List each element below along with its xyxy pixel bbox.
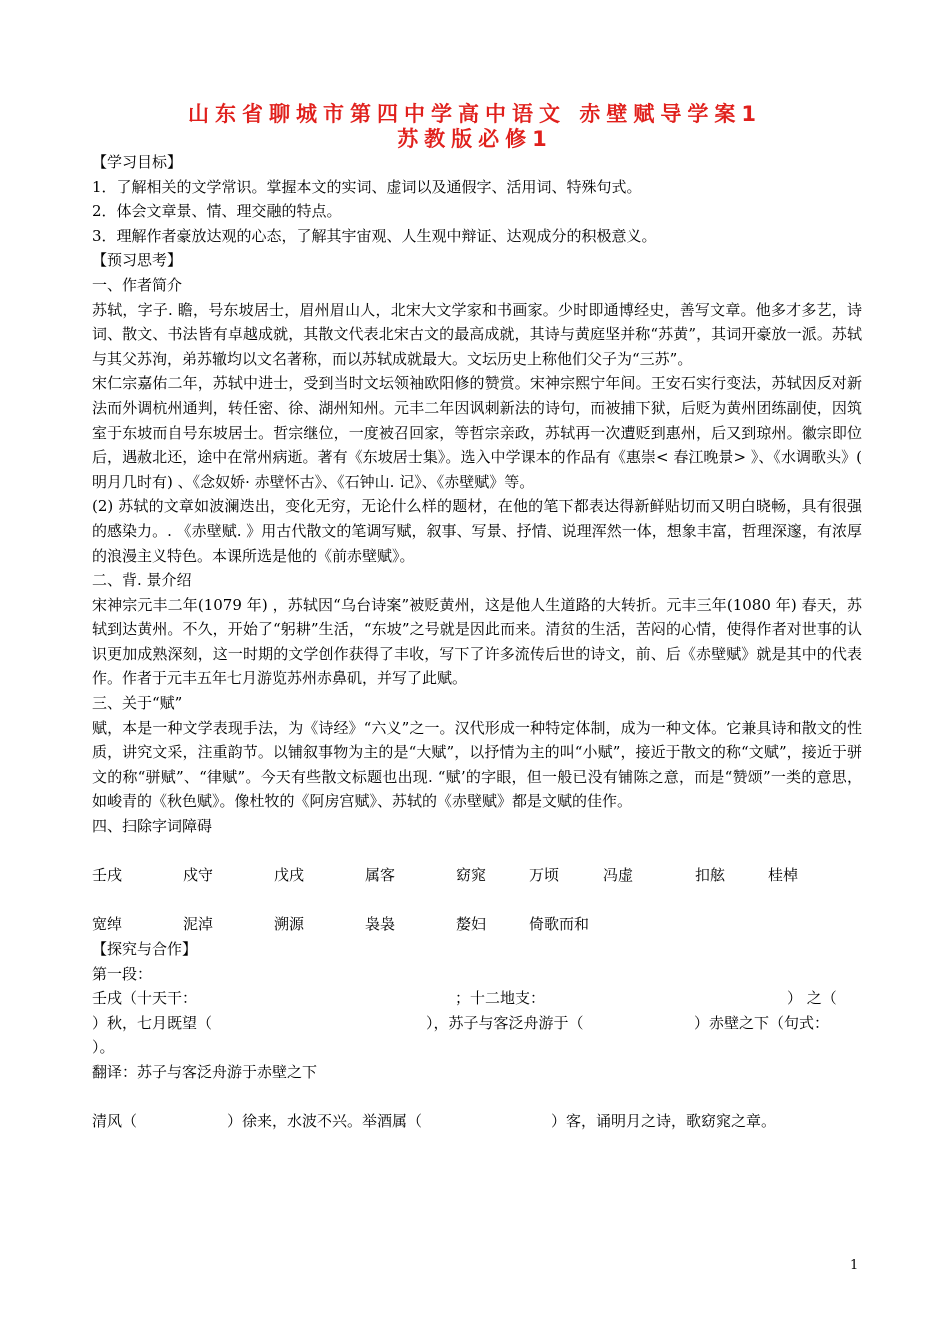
paragraph-label: 第一段： <box>92 964 153 983</box>
word-item: 泥淖 <box>183 915 214 934</box>
word-item: 宽绰 <box>92 915 123 934</box>
word-item: 壬戌 <box>92 866 123 885</box>
word-item: 属客 <box>365 866 396 885</box>
translation-line: 翻译：苏子与客泛舟游于赤壁之下 <box>92 1062 318 1081</box>
goal-item: 2．体会文章景、情、理交融的特点。 <box>92 202 342 221</box>
fill-text: ）徐来，水波不兴。举酒属（ <box>227 1112 423 1131</box>
subheading-words: 四、扫除字词障碍 <box>92 817 213 836</box>
fill-text: 壬戌（十天干： <box>92 989 198 1008</box>
document-body <box>92 150 862 1134</box>
word-item: 袅袅 <box>365 915 396 934</box>
fill-line-2 <box>92 1011 862 1036</box>
word-item: 万顷 <box>529 866 560 885</box>
fill-line-3: ）。 <box>92 1038 115 1057</box>
word-item: 戍守 <box>183 866 214 885</box>
subheading-author: 一、作者简介 <box>92 275 183 294</box>
fu-paragraph: 赋，本是一种文学表现手法，为《诗经》“六义”之一。汉代形成一种特定体制，成为一种文体。它兼具诗和散文的性质，讲究文采，注重韵节。以铺叙事物为主的是“大赋”，以抒情为主的叫“小赋”，接近于散文的称“文赋”，接近于骈文的称“骈赋”、“律赋”。今天有些散文标题也出现. “赋’的字眼，但一般已没有铺陈之意，而是“赞颂”一类的意思，如峻青的《秋色赋》。像杜牧的《阿房宫赋》、苏轼的《赤壁赋》都是文赋的佳作。 <box>92 718 862 811</box>
author-paragraph-2: 宋仁宗嘉佑二年，苏轼中进士，受到当时文坛领袖欧阳修的赞赏。宋神宗熙宁年间。王安石实行变法，苏轼因反对新法而外调杭州通判，转任密、徐、湖州知州。元丰二年因讽刺新法的诗句，而被捕下狱，后贬为黄州团练副使，因筑室于东坡而自号东坡居士。哲宗继位，一度被召回家，等哲宗亲政，苏轼再一次遭贬到惠州，后又到琼州。徽宗即位后，遇赦北还，途中在常州病逝。著有《东坡居士集》。选入中学课本的作品有《惠崇< 春江晚景> 》、《水调歌头》( 明月几时有) 、《念奴娇· 赤壁怀古》、《石钟山. 记》、《赤壁赋》等。 <box>92 374 862 491</box>
page-number: 1 <box>850 1258 859 1273</box>
document-title-line2: 苏教版必修1 <box>397 127 553 151</box>
subheading-background: 二、背. 景介绍 <box>92 571 192 590</box>
document-title-line1: 山东省聊城市第四中学高中语文 赤壁赋导学案1 <box>188 102 762 126</box>
word-item: 桂棹 <box>768 866 799 885</box>
fill-text: ）赤壁之下（句式： <box>694 1013 830 1032</box>
word-item: 冯虚 <box>603 866 634 885</box>
section-heading-explore: 【探究与合作】 <box>92 940 198 958</box>
section-heading-preview: 【预习思考】 <box>92 251 183 270</box>
word-item: 倚歌而和 <box>529 915 590 934</box>
word-row-1 <box>92 863 862 888</box>
word-item: 戊戌 <box>274 866 305 885</box>
background-paragraph: 宋神宗元丰二年(1079 年) ，苏轼因“乌台诗案”被贬黄州，这是他人生道路的大转折。元丰三年(1080 年) 春天，苏轼到达黄州。不久，开始了“躬耕”生活，“东坡”之号就是因此而来。清贫的生活，苦闷的心情，使得作者对世事的认识更加成熟深刻，这一时期的文学创作获得了丰收，写下了许多流传后世的诗文，前、后《赤壁赋》就是其中的代表作。作者于元丰五年七月游览苏州赤鼻矶，并写了此赋。 <box>92 595 862 688</box>
author-paragraph-3: (2) 苏轼的文章如波澜迭出，变化无穷，无论什么样的题材，在他的笔下都表达得新鲜贴切而又明白晓畅，具有很强的感染力。. 《赤壁赋. 》用古代散文的笔调写赋，叙事、写景、抒情、说理浑然一体，想象丰富，哲理深邃，有浓厚的浪漫主义特色。本课所选是他的《前赤壁赋》。 <box>92 497 862 565</box>
word-item: 扣舷 <box>695 866 726 885</box>
fill-text: ；十二地支： <box>455 989 546 1008</box>
fill-text: ），苏子与客泛舟游于（ <box>426 1013 584 1032</box>
section-heading-goals: 【学习目标】 <box>92 153 183 171</box>
fill-text: ）秋，七月既望（ <box>92 1013 213 1032</box>
goal-item: 1．了解相关的文学常识。掌握本文的实词、虚词以及通假字、活用词、特殊句式。 <box>92 177 642 196</box>
fill-line-1 <box>92 986 862 1011</box>
goal-item: 3．理解作者豪放达观的心态，了解其宇宙观、人生观中辩证、达观成分的积极意义。 <box>92 226 657 245</box>
word-item: 溯源 <box>274 915 305 934</box>
fill-text: 清风（ <box>92 1112 138 1131</box>
fill-text: ） 之（ <box>787 989 837 1008</box>
word-item: 嫠妇 <box>456 915 487 934</box>
fill-line-4 <box>92 1109 862 1134</box>
fill-text: ）客，诵明月之诗，歌窈窕之章。 <box>551 1112 777 1131</box>
subheading-fu: 三、关于“赋” <box>92 694 183 713</box>
word-row-2 <box>92 912 862 937</box>
author-paragraph-1: 苏轼，字子. 瞻，号东坡居士，眉州眉山人，北宋大文学家和书画家。少时即通博经史，善写文章。他多才多艺，诗词、散文、书法皆有卓越成就，其散文代表北宋古文的最高成就，其诗与黄庭坚并称“苏黄”，其词开豪放一派。苏轼与其父苏洵，弟苏辙均以文名著称，而以苏轼成就最大。文坛历史上称他们父子为“三苏”。 <box>92 300 862 368</box>
word-item: 窈窕 <box>456 866 487 885</box>
